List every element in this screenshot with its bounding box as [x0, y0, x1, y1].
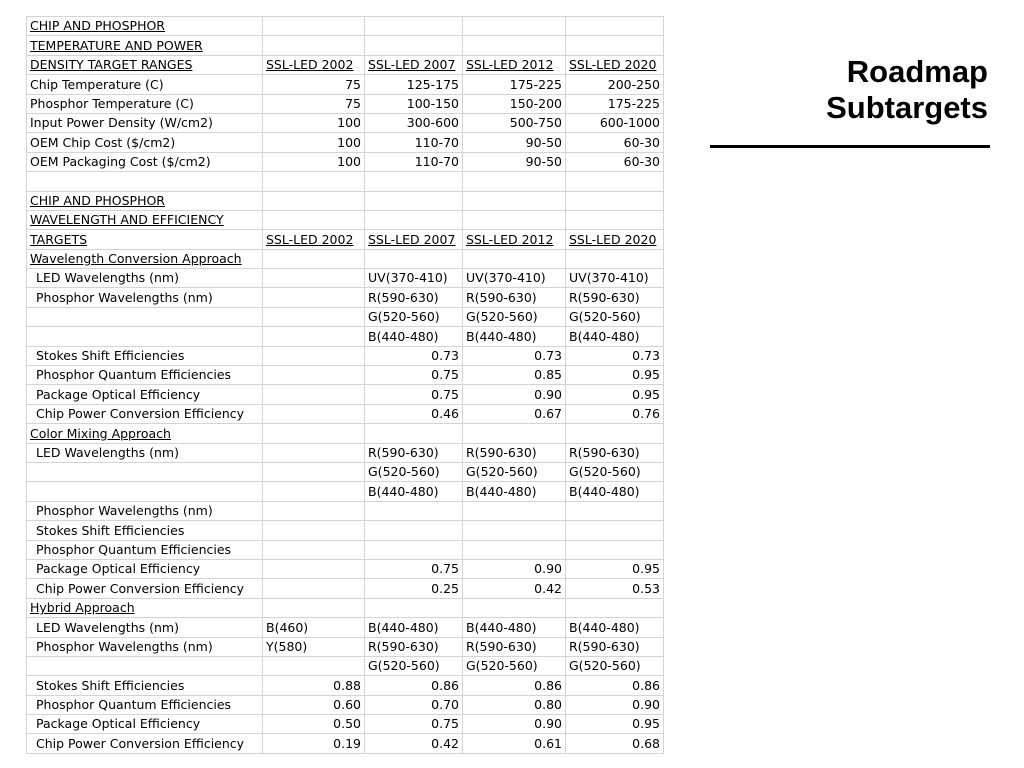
row-label-cell: Chip Power Conversion Efficiency [27, 734, 263, 753]
value-cell: R(590-630) [566, 288, 664, 307]
value-cell: B(440-480) [566, 327, 664, 346]
value-cell [566, 424, 664, 443]
value-cell [263, 540, 365, 559]
value-cell: R(590-630) [566, 443, 664, 462]
value-cell [263, 404, 365, 423]
table-row [27, 656, 664, 675]
table-row [27, 55, 664, 74]
value-cell: SSL-LED 2012 [463, 55, 566, 74]
value-cell [463, 210, 566, 229]
value-cell: SSL-LED 2007 [365, 230, 463, 249]
value-cell: SSL-LED 2002 [263, 55, 365, 74]
row-label-cell: OEM Chip Cost ($/cm2) [27, 133, 263, 152]
value-cell: B(440-480) [463, 482, 566, 501]
value-cell [463, 249, 566, 268]
value-cell: B(460) [263, 618, 365, 637]
value-cell [566, 172, 664, 191]
value-cell [263, 269, 365, 288]
row-label-cell: Hybrid Approach [27, 598, 263, 617]
value-cell [566, 598, 664, 617]
value-cell [566, 521, 664, 540]
value-cell: 0.25 [365, 579, 463, 598]
value-cell [263, 656, 365, 675]
value-cell [566, 501, 664, 520]
table-row [27, 152, 664, 171]
table-row [27, 288, 664, 307]
value-cell: R(590-630) [365, 443, 463, 462]
value-cell: 0.50 [263, 715, 365, 734]
table-row [27, 36, 664, 55]
value-cell [566, 540, 664, 559]
value-cell: 500-750 [463, 113, 566, 132]
value-cell: 75 [263, 75, 365, 94]
row-label-cell: Phosphor Wavelengths (nm) [27, 501, 263, 520]
row-label-cell: Chip Power Conversion Efficiency [27, 404, 263, 423]
value-cell: 0.73 [463, 346, 566, 365]
row-label-cell: LED Wavelengths (nm) [27, 443, 263, 462]
value-cell: R(590-630) [463, 288, 566, 307]
row-label-cell: Stokes Shift Efficiencies [27, 676, 263, 695]
table-row [27, 191, 664, 210]
value-cell [263, 579, 365, 598]
value-cell: UV(370-410) [463, 269, 566, 288]
value-cell [566, 17, 664, 36]
row-label-cell: DENSITY TARGET RANGES [27, 55, 263, 74]
value-cell [263, 521, 365, 540]
value-cell: R(590-630) [365, 288, 463, 307]
table-row [27, 598, 664, 617]
row-label-cell: Package Optical Efficiency [27, 385, 263, 404]
value-cell: 0.90 [463, 715, 566, 734]
row-label-cell: Chip Power Conversion Efficiency [27, 579, 263, 598]
row-label-cell: Phosphor Quantum Efficiencies [27, 540, 263, 559]
value-cell: 0.90 [566, 695, 664, 714]
value-cell: 0.67 [463, 404, 566, 423]
value-cell: 0.88 [263, 676, 365, 695]
value-cell: 0.61 [463, 734, 566, 753]
value-cell: 0.86 [365, 676, 463, 695]
value-cell: 60-30 [566, 133, 664, 152]
table-row [27, 404, 664, 423]
row-label-cell: Phosphor Wavelengths (nm) [27, 637, 263, 656]
value-cell: 0.75 [365, 366, 463, 385]
row-label-cell: Wavelength Conversion Approach [27, 249, 263, 268]
row-label-cell [27, 462, 263, 481]
value-cell [566, 36, 664, 55]
row-label-cell: Phosphor Wavelengths (nm) [27, 288, 263, 307]
value-cell [263, 17, 365, 36]
value-cell: R(590-630) [463, 443, 566, 462]
table-row [27, 327, 664, 346]
row-label-cell [27, 656, 263, 675]
value-cell: 0.42 [463, 579, 566, 598]
table-row [27, 482, 664, 501]
table-row [27, 618, 664, 637]
value-cell: 110-70 [365, 133, 463, 152]
row-label-cell: Package Optical Efficiency [27, 715, 263, 734]
value-cell: 100 [263, 152, 365, 171]
value-cell: 0.95 [566, 385, 664, 404]
row-label-cell: TEMPERATURE AND POWER [27, 36, 263, 55]
value-cell [263, 346, 365, 365]
value-cell: UV(370-410) [566, 269, 664, 288]
value-cell: G(520-560) [463, 462, 566, 481]
value-cell: 0.42 [365, 734, 463, 753]
value-cell [463, 191, 566, 210]
value-cell: 0.46 [365, 404, 463, 423]
value-cell: UV(370-410) [365, 269, 463, 288]
value-cell [463, 17, 566, 36]
row-label-cell: Color Mixing Approach [27, 424, 263, 443]
roadmap-table-body [27, 17, 664, 754]
table-row [27, 269, 664, 288]
row-label-cell: Phosphor Temperature (C) [27, 94, 263, 113]
row-label-cell: LED Wavelengths (nm) [27, 269, 263, 288]
value-cell: 0.19 [263, 734, 365, 753]
roadmap-table [26, 16, 664, 754]
table-row [27, 230, 664, 249]
row-label-cell: Stokes Shift Efficiencies [27, 346, 263, 365]
table-row [27, 94, 664, 113]
table-row [27, 540, 664, 559]
value-cell: SSL-LED 2007 [365, 55, 463, 74]
table-row [27, 521, 664, 540]
value-cell [365, 424, 463, 443]
value-cell: G(520-560) [365, 307, 463, 326]
table-row [27, 366, 664, 385]
value-cell [263, 249, 365, 268]
table-row [27, 113, 664, 132]
table-row [27, 637, 664, 656]
value-cell [463, 172, 566, 191]
row-label-cell: Phosphor Quantum Efficiencies [27, 695, 263, 714]
value-cell [263, 598, 365, 617]
value-cell: 110-70 [365, 152, 463, 171]
row-label-cell: Phosphor Quantum Efficiencies [27, 366, 263, 385]
value-cell: G(520-560) [566, 462, 664, 481]
row-label-cell: CHIP AND PHOSPHOR [27, 191, 263, 210]
title-line-1: Roadmap [846, 54, 988, 89]
value-cell: G(520-560) [566, 307, 664, 326]
value-cell: 175-225 [566, 94, 664, 113]
row-label-cell: Input Power Density (W/cm2) [27, 113, 263, 132]
value-cell: 0.95 [566, 559, 664, 578]
value-cell: 0.68 [566, 734, 664, 753]
table-row [27, 501, 664, 520]
table-row [27, 210, 664, 229]
value-cell [263, 424, 365, 443]
row-label-cell: LED Wavelengths (nm) [27, 618, 263, 637]
value-cell [263, 288, 365, 307]
value-cell [365, 249, 463, 268]
value-cell [263, 172, 365, 191]
value-cell [263, 366, 365, 385]
value-cell: R(590-630) [463, 637, 566, 656]
table-row [27, 559, 664, 578]
value-cell: G(520-560) [566, 656, 664, 675]
value-cell: B(440-480) [463, 618, 566, 637]
value-cell: 60-30 [566, 152, 664, 171]
value-cell: 0.90 [463, 559, 566, 578]
table-row [27, 385, 664, 404]
table-row [27, 462, 664, 481]
value-cell: 90-50 [463, 152, 566, 171]
row-label-cell: TARGETS [27, 230, 263, 249]
value-cell: Y(580) [263, 637, 365, 656]
value-cell: 175-225 [463, 75, 566, 94]
value-cell [566, 249, 664, 268]
value-cell: 0.70 [365, 695, 463, 714]
value-cell [365, 210, 463, 229]
value-cell: G(520-560) [463, 307, 566, 326]
value-cell: 0.95 [566, 366, 664, 385]
row-label-cell: CHIP AND PHOSPHOR [27, 17, 263, 36]
value-cell: 0.80 [463, 695, 566, 714]
value-cell: SSL-LED 2002 [263, 230, 365, 249]
table-row [27, 17, 664, 36]
value-cell: B(440-480) [566, 618, 664, 637]
value-cell: 0.75 [365, 385, 463, 404]
value-cell: B(440-480) [566, 482, 664, 501]
value-cell [463, 540, 566, 559]
table-row [27, 75, 664, 94]
value-cell: 0.86 [463, 676, 566, 695]
value-cell [463, 598, 566, 617]
table-row [27, 424, 664, 443]
value-cell: G(520-560) [365, 462, 463, 481]
row-label-cell: OEM Packaging Cost ($/cm2) [27, 152, 263, 171]
value-cell: 125-175 [365, 75, 463, 94]
row-label-cell [27, 327, 263, 346]
table-row [27, 133, 664, 152]
row-label-cell: Package Optical Efficiency [27, 559, 263, 578]
table-row [27, 443, 664, 462]
value-cell [263, 210, 365, 229]
row-label-cell [27, 172, 263, 191]
value-cell: 600-1000 [566, 113, 664, 132]
row-label-cell: Chip Temperature (C) [27, 75, 263, 94]
value-cell: 300-600 [365, 113, 463, 132]
value-cell [263, 482, 365, 501]
value-cell [365, 36, 463, 55]
value-cell: 0.90 [463, 385, 566, 404]
value-cell: 0.73 [365, 346, 463, 365]
value-cell: B(440-480) [365, 618, 463, 637]
value-cell: SSL-LED 2012 [463, 230, 566, 249]
value-cell [365, 17, 463, 36]
value-cell: 200-250 [566, 75, 664, 94]
value-cell: 75 [263, 94, 365, 113]
value-cell [365, 521, 463, 540]
value-cell: SSL-LED 2020 [566, 55, 664, 74]
title-line-2: Subtargets [826, 90, 988, 125]
slide-title [688, 54, 988, 126]
value-cell [365, 191, 463, 210]
table-row [27, 676, 664, 695]
table-row [27, 249, 664, 268]
value-cell [463, 521, 566, 540]
value-cell: G(520-560) [365, 656, 463, 675]
value-cell [566, 210, 664, 229]
value-cell: 0.73 [566, 346, 664, 365]
table-row [27, 695, 664, 714]
value-cell: 90-50 [463, 133, 566, 152]
value-cell: R(590-630) [365, 637, 463, 656]
value-cell: B(440-480) [463, 327, 566, 346]
value-cell: 150-200 [463, 94, 566, 113]
value-cell [263, 191, 365, 210]
value-cell: B(440-480) [365, 482, 463, 501]
value-cell: 0.86 [566, 676, 664, 695]
table-row [27, 307, 664, 326]
title-underline [710, 145, 990, 148]
value-cell: 0.75 [365, 715, 463, 734]
value-cell [263, 327, 365, 346]
value-cell: 0.53 [566, 579, 664, 598]
table-row [27, 579, 664, 598]
value-cell [365, 598, 463, 617]
table-row [27, 172, 664, 191]
value-cell [263, 559, 365, 578]
value-cell [463, 36, 566, 55]
value-cell: 0.75 [365, 559, 463, 578]
table-row [27, 346, 664, 365]
value-cell: SSL-LED 2020 [566, 230, 664, 249]
value-cell [263, 443, 365, 462]
value-cell: 0.95 [566, 715, 664, 734]
value-cell [463, 424, 566, 443]
value-cell: 100 [263, 133, 365, 152]
value-cell: 0.60 [263, 695, 365, 714]
value-cell: 0.85 [463, 366, 566, 385]
value-cell: R(590-630) [566, 637, 664, 656]
value-cell [463, 501, 566, 520]
value-cell [263, 307, 365, 326]
row-label-cell: Stokes Shift Efficiencies [27, 521, 263, 540]
row-label-cell [27, 482, 263, 501]
value-cell: 100 [263, 113, 365, 132]
value-cell: B(440-480) [365, 327, 463, 346]
table-row [27, 734, 664, 753]
value-cell [365, 540, 463, 559]
value-cell [263, 36, 365, 55]
value-cell: G(520-560) [463, 656, 566, 675]
row-label-cell [27, 307, 263, 326]
value-cell [263, 462, 365, 481]
value-cell [365, 172, 463, 191]
value-cell [263, 501, 365, 520]
value-cell [365, 501, 463, 520]
value-cell [566, 191, 664, 210]
value-cell [263, 385, 365, 404]
table-row [27, 715, 664, 734]
row-label-cell: WAVELENGTH AND EFFICIENCY [27, 210, 263, 229]
value-cell: 0.76 [566, 404, 664, 423]
value-cell: 100-150 [365, 94, 463, 113]
